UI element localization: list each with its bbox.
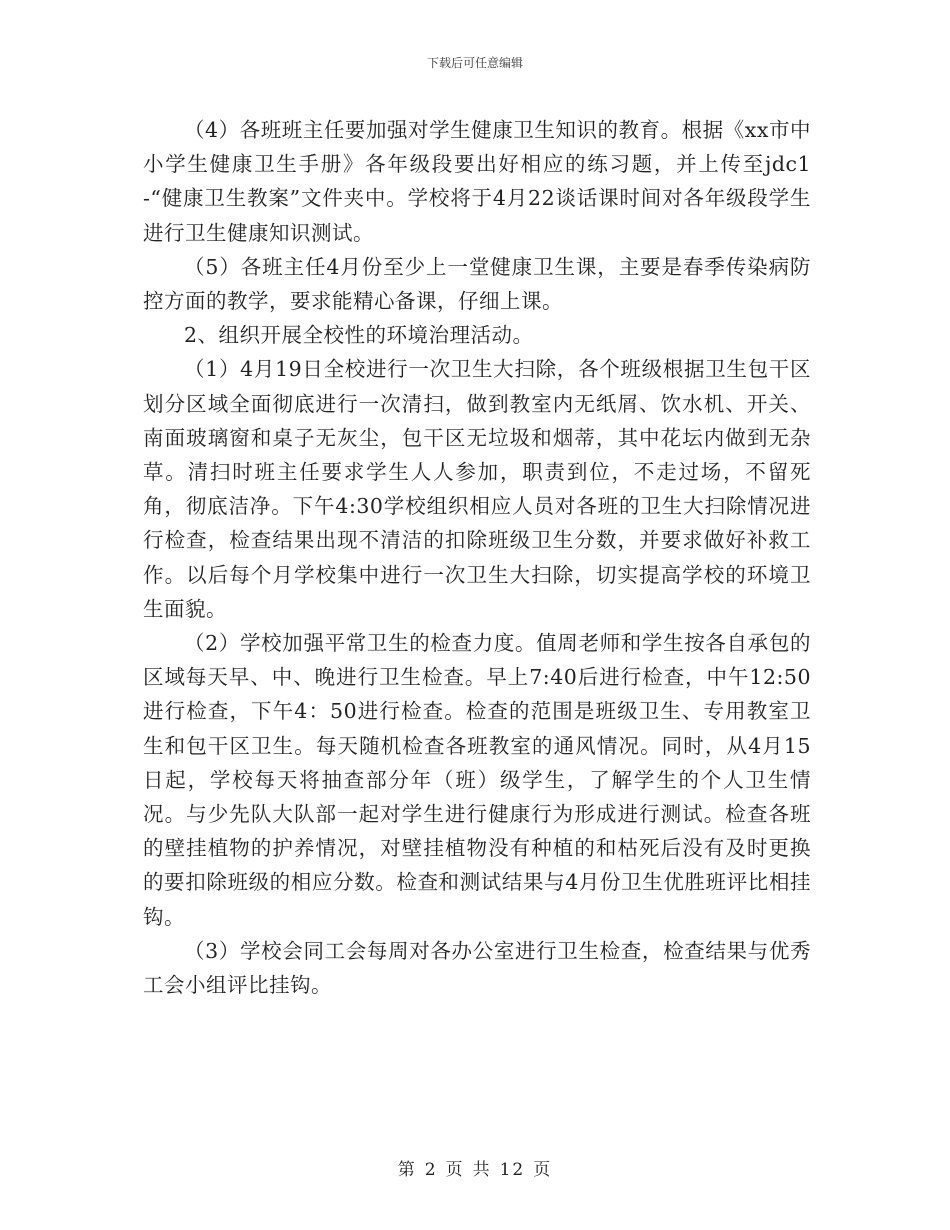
paragraph-daily-inspection: （2）学校加强平常卫生的检查力度。值周老师和学生按各自承包的区域每天早、中、晚进行卫生检查。早上7:40后进行检查，中午12:50进行检查，下午4：50进行检查。检查的范围是班级卫生、专用教室卫生和包干区卫生。每天随机检查各班教室的通风情况。同时，从4月15日起，学校每天将抽查部分年（班）级学生，了解学生的个人卫生情况。与少先队大队部一起对学生进行健康行为形成进行测试。检查各班的壁挂植物的护养情况，对壁挂植物没有种植的和枯死后没有及时更换的要扣除班级的相应分数。检查和测试结果与4月份卫生优胜班评比相挂钩。 bbox=[143, 631, 811, 929]
paragraph-office-inspection: （3）学校会同工会每周对各办公室进行卫生检查，检查结果与优秀工会小组评比挂钩。 bbox=[143, 938, 811, 998]
page-footer bbox=[0, 1155, 950, 1180]
paragraph-health-class: （5）各班主任4月份至少上一堂健康卫生课，主要是春季传染病防控方面的教学，要求能精心备课，仔细上课。 bbox=[143, 254, 811, 314]
document-body bbox=[143, 113, 811, 1002]
paragraph-cleanup-day: （1）4月19日全校进行一次卫生大扫除，各个班级根据卫生包干区划分区域全面彻底进行一次清扫，做到教室内无纸屑、饮水机、开关、南面玻璃窗和桌子无灰尘，包干区无垃圾和烟蒂，其中花坛内做到无杂草。清扫时班主任要求学生人人参加，职责到位，不走过场，不留死角，彻底洁净。下午4:30学校组织相应人员对各班的卫生大扫除情况进行检查，检查结果出现不清洁的扣除班级卫生分数，并要求做好补救工作。以后每个月学校集中进行一次卫生大扫除，切实提高学校的环境卫生面貌。 bbox=[143, 357, 811, 621]
total-pages-number: 12 bbox=[499, 1160, 526, 1180]
footer-page-word: 页 bbox=[445, 1160, 465, 1180]
current-page-number: 2 bbox=[424, 1160, 438, 1180]
paragraph-class-teacher-education: （4）各班班主任要加强对学生健康卫生知识的教育。根据《xx市中小学生健康卫生手册》各年级段要出好相应的练习题，并上传至jdc1-“健康卫生教案”文件夹中。学校将于4月22谈话课时间对各年级段学生进行卫生健康知识测试。 bbox=[143, 118, 811, 245]
footer-suffix: 页 bbox=[533, 1160, 553, 1180]
page-header: 下载后可任意编辑 bbox=[426, 56, 523, 70]
footer-prefix: 第 bbox=[397, 1160, 417, 1180]
paragraph-section-heading: 2、组织开展全校性的环境治理活动。 bbox=[184, 323, 534, 348]
footer-total-word: 共 bbox=[472, 1160, 492, 1180]
